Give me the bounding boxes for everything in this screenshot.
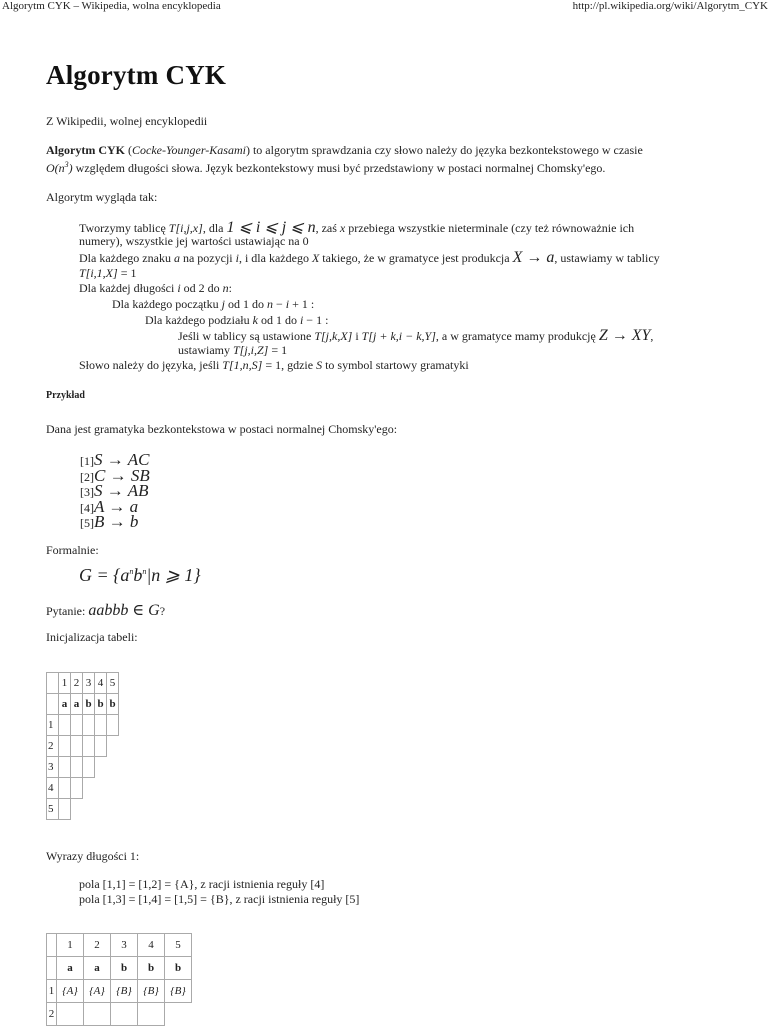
intro-rest: ) to algorytm sprawdzania czy słowo należy do języka bezkontekstowego w czasie (245, 143, 643, 157)
step-text: od 1 do (224, 297, 267, 311)
step-text: Słowo należy do języka, jeśli (79, 358, 223, 372)
table-header-cell: 5 (165, 934, 192, 957)
grammar-intro: Dana jest gramatyka bezkontekstowa w postaci normalnej Chomsky'ego: (46, 422, 398, 436)
step-1-cont: numery), wszystkie jej wartości ustawiając na 0 (79, 234, 309, 248)
table-cell (47, 957, 57, 980)
table-cell: {B} (138, 980, 165, 1003)
article-subtitle: Z Wikipedii, wolnej encyklopedii (46, 114, 208, 128)
step-3 (79, 281, 232, 296)
table-row (47, 736, 119, 757)
table-cell (47, 934, 57, 957)
table-cell (107, 757, 119, 778)
table-header-cell: 2 (84, 934, 111, 957)
step-text: Dla każdego podziału (145, 313, 253, 327)
rule-expr: B → b (94, 512, 139, 531)
step-math: T[j + k,i − k,Y] (361, 329, 436, 343)
table-cell (107, 799, 119, 820)
table-row (47, 1003, 192, 1026)
step-text: od 1 do (257, 313, 300, 327)
table-cell (57, 1003, 84, 1026)
table-row-label: 5 (47, 799, 59, 820)
step-text: , a w gramatyce mamy produkcję (435, 329, 599, 343)
intro-math-sup: 3 (64, 160, 69, 169)
table-cell (47, 694, 59, 715)
table-row-label: 1 (47, 715, 59, 736)
intro-line2-rest: względem długości słowa. Język bezkontekstowy musi być przedstawiony w postaci normalnej Chomsky'ego. (72, 161, 606, 175)
table-header-cell: 4 (95, 673, 107, 694)
table-cell: {B} (111, 980, 138, 1003)
table-letter-cell: b (83, 694, 95, 715)
table-cell (83, 736, 95, 757)
step-2-cont (79, 266, 136, 281)
step-text: na pozycji (179, 251, 236, 265)
step-math: a (173, 251, 180, 265)
table-row (47, 778, 119, 799)
table-letter-cell: a (59, 694, 71, 715)
table-header-cell: 3 (111, 934, 138, 957)
step-math: T[i,j,x] (168, 221, 203, 235)
step-text: , dla (202, 221, 227, 235)
step-2 (79, 249, 660, 267)
formal-expression (79, 565, 201, 586)
table-cell (107, 778, 119, 799)
intro-italic: Cocke-Younger-Kasami (131, 143, 246, 157)
step-math: j (221, 297, 225, 311)
step-text: , i dla każdego (238, 251, 312, 265)
table-cell (71, 736, 83, 757)
step-math: T[j,i,Z] (233, 343, 269, 357)
table-letter-cell: a (84, 957, 111, 980)
article-title: Algorytm CYK (46, 60, 227, 90)
intro-paren: ( (127, 143, 132, 157)
intro-line-2 (46, 160, 605, 176)
table-cell (95, 736, 107, 757)
step-text: = 1, gdzie (262, 358, 317, 372)
formal-sup: n (142, 567, 147, 576)
table-letter-cell: b (165, 957, 192, 980)
table-header-cell: 5 (107, 673, 119, 694)
table-cell (95, 799, 107, 820)
table-header-cell: 2 (71, 673, 83, 694)
table-cell: {A} (57, 980, 84, 1003)
step-text: − 1 : (303, 313, 329, 327)
step-math: i (177, 281, 181, 295)
rule-expr: S → AB (94, 481, 149, 500)
step-text: − (272, 297, 286, 311)
formal-sup: n (129, 567, 134, 576)
step-math: S (316, 358, 323, 372)
table-cell: {A} (84, 980, 111, 1003)
init-label: Inicjalizacja tabeli: (46, 630, 138, 644)
step-text: Tworzymy tablicę (79, 221, 169, 235)
table-cell (107, 715, 119, 736)
step-5 (145, 313, 328, 328)
formal-part: b (133, 565, 143, 585)
table-cell (138, 1003, 165, 1026)
step-math: X (311, 251, 320, 265)
table-header-cell: 3 (83, 673, 95, 694)
intro-line-1 (46, 143, 643, 158)
table-row (47, 694, 119, 715)
rule-number: [4] (80, 501, 94, 515)
table-cell (71, 778, 83, 799)
table-row-label: 2 (47, 736, 59, 757)
table-row (47, 799, 119, 820)
example-heading: Przykład (46, 390, 85, 401)
step-text: + 1 : (289, 297, 315, 311)
table-row (47, 934, 192, 957)
length1-table (46, 933, 192, 1026)
formal-label: Formalnie: (46, 543, 99, 557)
step-math: T[j,k,X] (314, 329, 353, 343)
intro-math-close: ) (68, 161, 73, 175)
step-text: Jeśli w tablicy są ustawione (178, 329, 315, 343)
table-cell (95, 757, 107, 778)
step-text: = 1 (117, 266, 137, 280)
table-row-label: 4 (47, 778, 59, 799)
step-text: ustawiamy (178, 343, 233, 357)
print-header (0, 0, 768, 14)
table-header-cell: 4 (138, 934, 165, 957)
table-cell (59, 715, 71, 736)
step-math: X → a (512, 249, 555, 266)
table-row (47, 957, 192, 980)
table-cell (59, 778, 71, 799)
len1-line-2: pola [1,3] = [1,4] = [1,5] = {B}, z racji istnienia reguły [5] (79, 892, 360, 906)
step-math: i (299, 313, 304, 327)
step-text: i (352, 329, 362, 343)
table-row-label: 1 (47, 980, 57, 1003)
step-text: przebiega wszystkie nieterminale (czy też równoważnie ich (345, 221, 635, 235)
table-cell (165, 1003, 192, 1026)
step-math: T[i,1,X] (79, 266, 118, 280)
formal-part: G = {a (79, 565, 130, 585)
step-math: i (235, 251, 239, 265)
question-expr: aabbb ∈ G (88, 602, 160, 619)
table-cell (59, 736, 71, 757)
step-math: n (266, 297, 273, 311)
table-cell (71, 799, 83, 820)
rule-number: [3] (80, 485, 94, 499)
rule-expr: A → a (94, 497, 139, 516)
step-text: , ustawiamy w tablicy (554, 251, 660, 265)
rule-number: [5] (80, 516, 94, 530)
table-cell (83, 799, 95, 820)
table-cell (83, 778, 95, 799)
table-cell (83, 757, 95, 778)
table-cell (95, 715, 107, 736)
step-math: T[1,n,S] (222, 358, 263, 372)
question-mark: ? (159, 604, 166, 618)
table-cell (47, 673, 59, 694)
table-letter-cell: b (107, 694, 119, 715)
step-text: od 2 do (180, 281, 223, 295)
step-math: Z → XY (598, 327, 651, 344)
step-math: 1 ⩽ i ⩽ j ⩽ n (226, 219, 316, 236)
step-math: n (222, 281, 229, 295)
table-letter-cell: a (71, 694, 83, 715)
table-cell (71, 715, 83, 736)
table-cell (59, 799, 71, 820)
formal-part: |n ⩾ 1} (146, 565, 201, 585)
table-cell (111, 1003, 138, 1026)
step-text: Dla każdego początku (112, 297, 222, 311)
table-cell (95, 778, 107, 799)
step-math: k (252, 313, 258, 327)
table-letter-cell: b (95, 694, 107, 715)
step-math: i (285, 297, 290, 311)
page-url: http://pl.wikipedia.org/wiki/Algorytm_CYK (572, 0, 768, 12)
step-math: x (339, 221, 346, 235)
table-letter-cell: b (138, 957, 165, 980)
step-text: , zaś (315, 221, 340, 235)
rule-expr: S → AC (94, 450, 150, 469)
table-row (47, 980, 192, 1003)
table-header-cell: 1 (57, 934, 84, 957)
table-row-label: 3 (47, 757, 59, 778)
step-text: to symbol startowy gramatyki (322, 358, 469, 372)
table-cell (107, 736, 119, 757)
table-header-cell: 1 (59, 673, 71, 694)
step-8 (79, 358, 469, 373)
step-text: , (650, 329, 654, 343)
question (46, 600, 165, 620)
rule-number: [1] (80, 454, 94, 468)
table-row (47, 715, 119, 736)
len1-label: Wyrazy długości 1: (46, 849, 140, 863)
table-letter-cell: a (57, 957, 84, 980)
rule-expr: C → SB (94, 466, 150, 485)
algo-intro: Algorytm wygląda tak: (46, 190, 158, 204)
table-cell (59, 757, 71, 778)
table-cell (71, 757, 83, 778)
step-text: : (228, 281, 232, 295)
step-text: Dla każdej długości (79, 281, 178, 295)
rule-number: [2] (80, 470, 94, 484)
table-cell (83, 715, 95, 736)
table-row (47, 673, 119, 694)
table-row (47, 757, 119, 778)
intro-math: O(n (46, 161, 65, 175)
table-letter-cell: b (111, 957, 138, 980)
init-table (46, 672, 119, 820)
step-4 (112, 297, 314, 312)
intro-bold: Algorytm CYK (46, 143, 125, 157)
question-label: Pytanie: (46, 604, 89, 618)
table-row-label: 2 (47, 1003, 57, 1026)
grammar-rule-5 (80, 512, 138, 532)
step-text: Dla każdego znaku (79, 251, 174, 265)
step-text: takiego, że w gramatyce jest produkcja (319, 251, 513, 265)
len1-line-1: pola [1,1] = [1,2] = {A}, z racji istnienia reguły [4] (79, 877, 325, 891)
step-7 (178, 343, 287, 358)
table-cell (84, 1003, 111, 1026)
table-cell: {B} (165, 980, 192, 1003)
step-text: = 1 (268, 343, 288, 357)
page-title-header: Algorytm CYK – Wikipedia, wolna encyklopedia (2, 0, 221, 12)
